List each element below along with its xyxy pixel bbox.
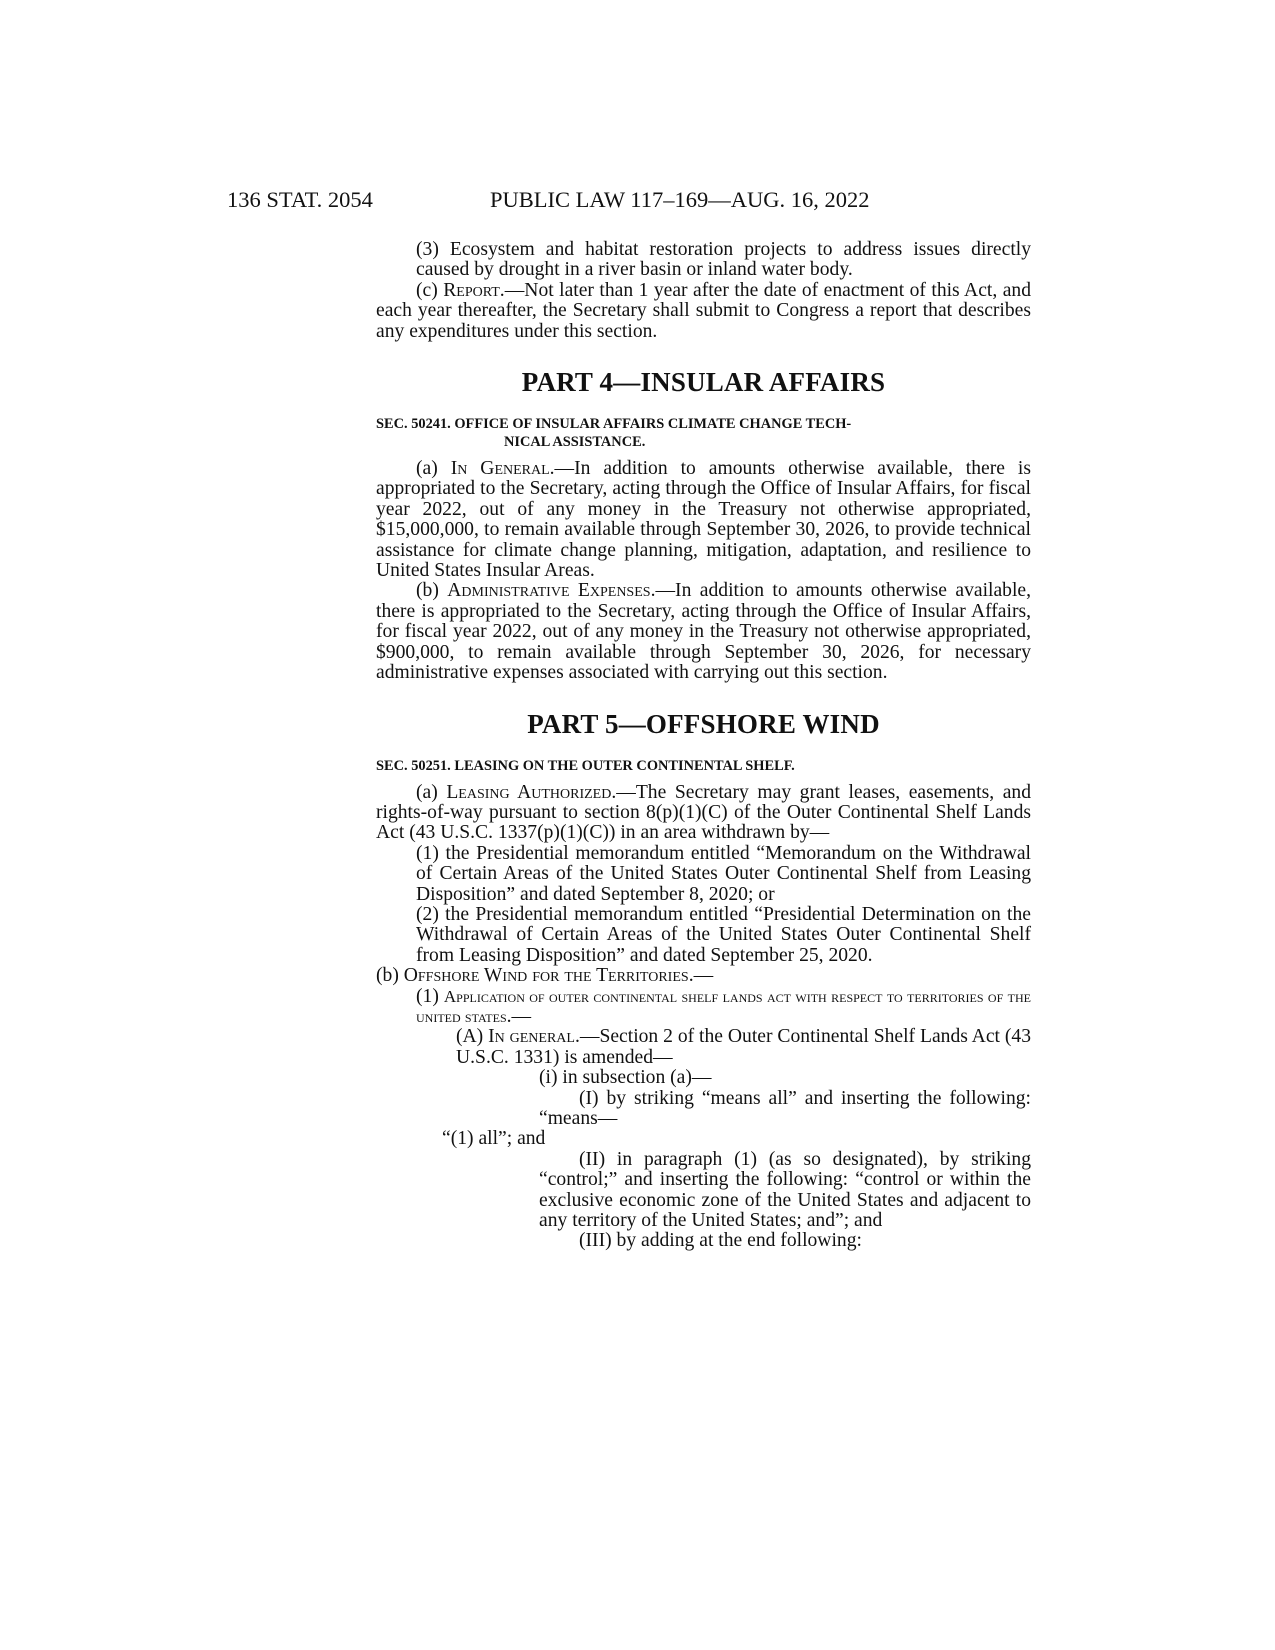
paragraph-subsection-a: (i) in subsection (a)— [539, 1067, 712, 1089]
stat-page-number: 136 STAT. 2054 [227, 187, 373, 212]
law-title: PUBLIC LAW 117–169—AUG. 16, 2022 [490, 187, 870, 212]
paragraph-offshore-wind-territories: (b) Offshore Wind for the Territories.— [376, 965, 714, 987]
heading-in-general: In General [450, 458, 550, 480]
paragraph-report: (c) Report.—Not later than 1 year after the date of enactment of this Act, and each year thereafter, the Secretary shall submit to Congress a report that describes any expenditures under this section. [376, 279, 1031, 342]
paragraph-memorandum-2: (2) the Presidential memorandum entitled “Presidential Determination on the Withdrawal of Certain Areas of the United States Outer Continental Shelf from Leasing Disposition” and dated September 25, 2020. [416, 903, 1031, 966]
paragraph-in-general: (a) In General.—In addition to amounts otherwise available, there is appropriated to the Secretary, acting through the Office of Insular Affairs, for fiscal year 2022, out of any money in the Treasury not otherwise appropriated, $15,000,000, to remain available through September 30, 2026, to provide technical assistance for climate change planning, mitigation, adaptation, and resilience to United States Insular Areas. [376, 458, 1031, 582]
heading-leasing-authorized: Leasing Authorized [446, 781, 612, 803]
paragraph-quote-1-all: “(1) all”; and [442, 1128, 546, 1150]
heading-offshore-wind-territories: Offshore Wind for the Territories [403, 965, 689, 987]
paragraph-striking-means-all: (I) by striking “means all” and inserting the following: “means— [539, 1087, 1031, 1129]
heading-administrative-expenses: Administrative Expenses [447, 580, 651, 602]
paragraph-leasing-authorized: (a) Leasing Authorized.—The Secretary may grant leases, easements, and rights-of-way pursuant to section 8(p)(1)(C) of the Outer Continental Shelf Lands Act (43 U.S.C. 1337(p)(1)(C)) in an area withdrawn by— [376, 781, 1031, 844]
paragraph-a-in-general: (A) In general.—Section 2 of the Outer Continental Shelf Lands Act (43 U.S.C. 1331) is amended— [456, 1026, 1031, 1068]
heading-a-in-general: In general [488, 1026, 575, 1048]
section-50251-heading: SEC. 50251. LEASING ON THE OUTER CONTINENTAL SHELF. [376, 757, 795, 774]
heading-application-ocsla: Application of outer continental shelf lands act with respect to territories of the united states [416, 986, 1031, 1026]
paragraph-adding-at-end: (III) by adding at the end following: [579, 1230, 862, 1252]
paragraph-paragraph-1-control: (II) in paragraph (1) (as so designated), by striking “control;” and inserting the following: “control or within the exclusive economic zone of the United States and adjacent to any territory of the United States; and”; and [539, 1148, 1031, 1232]
paragraph-administrative-expenses: (b) Administrative Expenses.—In addition to amounts otherwise available, there is appropriated to the Secretary, acting through the Office of Insular Affairs, for fiscal year 2022, out of any money in the Treasury not otherwise appropriated, $900,000, to remain available through September 30, 2026, for necessary administrative expenses associated with carrying out this section. [376, 580, 1031, 684]
document-body [376, 240, 1031, 1252]
paragraph-application-ocsla: (1) Application of outer continental shelf lands act with respect to territories of the united states.— [416, 985, 1031, 1027]
paragraph-ecosystem: (3) Ecosystem and habitat restoration projects to address issues directly caused by drought in a river basin or inland water body. [416, 239, 1031, 281]
section-50241-heading: SEC. 50241. OFFICE OF INSULAR AFFAIRS CLIMATE CHANGE TECH- NICAL ASSISTANCE. [376, 416, 852, 451]
part-5-heading: PART 5—OFFSHORE WIND [527, 708, 880, 739]
part-4-heading: PART 4—INSULAR AFFAIRS [521, 367, 886, 398]
heading-report: Report [443, 279, 500, 301]
paragraph-memorandum-1: (1) the Presidential memorandum entitled “Memorandum on the Withdrawal of Certain Areas of the United States Outer Continental Shelf from Leasing Disposition” and dated September 8, 2020; or [416, 842, 1031, 905]
